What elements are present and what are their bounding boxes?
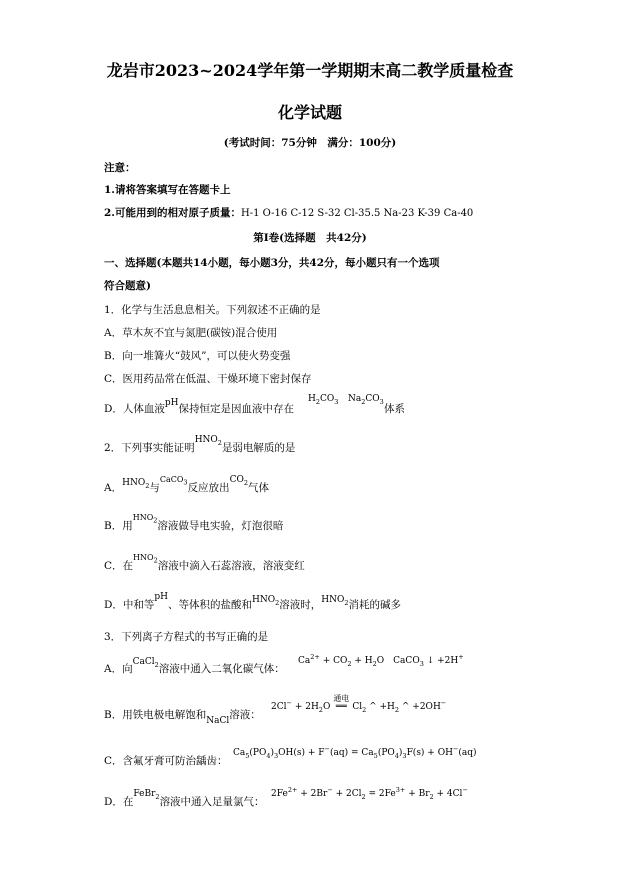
q1-stem: 1．化学与生活息息相关。下列叙述不正确的是 [104,304,321,316]
q2-d-post: 消耗的碱多 [348,599,402,611]
q1-option-d [104,398,295,417]
section-heading-line2: 符合题意) [104,280,151,292]
notes-heading: 注意： [104,162,136,174]
exam-info: (考试时间：75分钟 满分：100分) [223,137,397,149]
q2-b-post: 溶液做导电实验，灯泡很暗 [157,520,284,532]
q2-a-with: 与 [149,482,160,494]
q2-a-co2: $CO_2$ [229,475,248,487]
q2-a-gas: 气体 [247,482,269,494]
q2-d-pre: D．中和等 [104,599,155,611]
section-heading-line1: 一、选择题(本题共14小题，每小题3分，共42分，每小题只有一个选项 [104,257,440,269]
q1-d-tail: 体系 [384,403,405,415]
q1-option-b: B．向一堆篝火“鼓风”，可以使火势变强 [104,350,291,362]
q2-option-d [104,592,402,616]
q2-a-caco3: CaCO3 [159,475,188,487]
volume-heading: 第Ⅰ卷(选择题 共42分) [253,232,367,244]
q2-a-react: 反应放出 [187,482,230,494]
note-item-2-label: 2.可能用到的相对原子质量： [104,207,241,219]
q1-d-text-1: D．人体血液 [104,403,165,415]
q2-c-pre: C．在 [104,560,134,572]
q2-a-label: A． [104,482,123,494]
q1-d-ph: pH [164,398,179,408]
q2-d-mid1: 、等体积的盐酸和 [168,599,253,611]
q2-option-b [104,513,284,537]
q2-option-a [104,475,269,499]
q1-option-c: C．医用药品常在低温、干燥环境下密封保存 [104,373,312,385]
q3-d-pre: D．在 [104,796,134,808]
q3-d-equation: $2Fe^{2+} + 2Br^- + 2Cl_2 = 2Fe^{3+} + Br_2 + 4Cl^-$ [271,786,468,801]
q1-d-h2co3: $H_2CO_3$ [308,394,339,406]
q3-b-post: 溶液： [229,709,261,721]
q3-a-cacl2: CaCl$_2$ [132,657,159,669]
q2-c-post: 溶液中滴入石蕊溶液，溶液变红 [157,560,305,572]
q2-b-pre: B．用 [104,520,133,532]
q2-d-hno2-2: $HNO_2$ [321,595,349,607]
q3-b-equation: $2Cl^- + 2H_2O$ 通电 ══ $Cl_2$ ^ $+H_2$ ^ +2OH− [271,694,447,714]
q1-d-text-2: 保持恒定是因血液中存在 [178,403,295,415]
note-item-1: 1.请将答案填写在答题卡上 [104,184,231,196]
q3-c-equation: $Ca_5(PO_4)_3OH(s) + F^-(aq) = Ca_5(PO_4)_3F(s) + OH^-(aq)$ [233,745,477,760]
atomic-mass-values: H-1 O-16 C-12 S-32 Cl-35.5 Na-23 K-39 Ca-40 [240,208,474,219]
q2-stem-hno2: $HNO_2$ [194,435,222,447]
q3-b-nacl: NaCl [206,716,230,726]
q3-a-pre: A．向 [104,663,133,675]
q3-option-d [104,789,265,813]
q3-b-electrolysis-label: 通电 [333,694,350,703]
q2-b-hno2: HNO2 [132,513,158,525]
q3-d-post: 溶液中通入足量氯气： [159,796,265,808]
q2-d-ph: pH [154,592,169,602]
q3-d-febr2: FeBr$_2$ [133,789,160,801]
q3-option-b [104,708,261,726]
q2-d-hno2-1: $HNO_2$ [252,595,280,607]
q2-option-c [104,553,305,577]
page-title: 龙岩市2023~2024学年第一学期期末高二教学质量检查 [106,61,514,80]
q3-option-c: C．含氟牙膏可防治龋齿： [104,755,228,767]
q2-stem-post: 是弱电解质的是 [221,442,296,454]
q1-option-a: A．草木灰不宜与氮肥(碳铵)混合使用 [104,327,278,339]
q2-d-mid2: 溶液时， [279,599,322,611]
q3-stem: 3．下列离子方程式的书写正确的是 [104,631,269,643]
page-subtitle: 化学试题 [277,103,342,122]
q2-a-hno2: $HNO_2$ [122,478,150,490]
q2-c-hno2: HNO2 [133,553,158,565]
q2-stem-pre: 2．下列事实能证明 [104,442,195,454]
q3-a-post: 溶液中通入二氧化碳气体： [158,663,285,675]
q3-option-a [104,657,285,680]
q1-d-na2co3: $Na_2CO_3$ [348,394,384,406]
q3-a-equation: $Ca^{2+} + CO_2 + H_2O$ CaCO$_3$ ↓ +2H+ [298,653,464,668]
q2-stem [104,435,296,459]
note-item-2 [104,206,473,221]
q3-b-pre: B．用铁电极电解饱和 [104,709,207,721]
